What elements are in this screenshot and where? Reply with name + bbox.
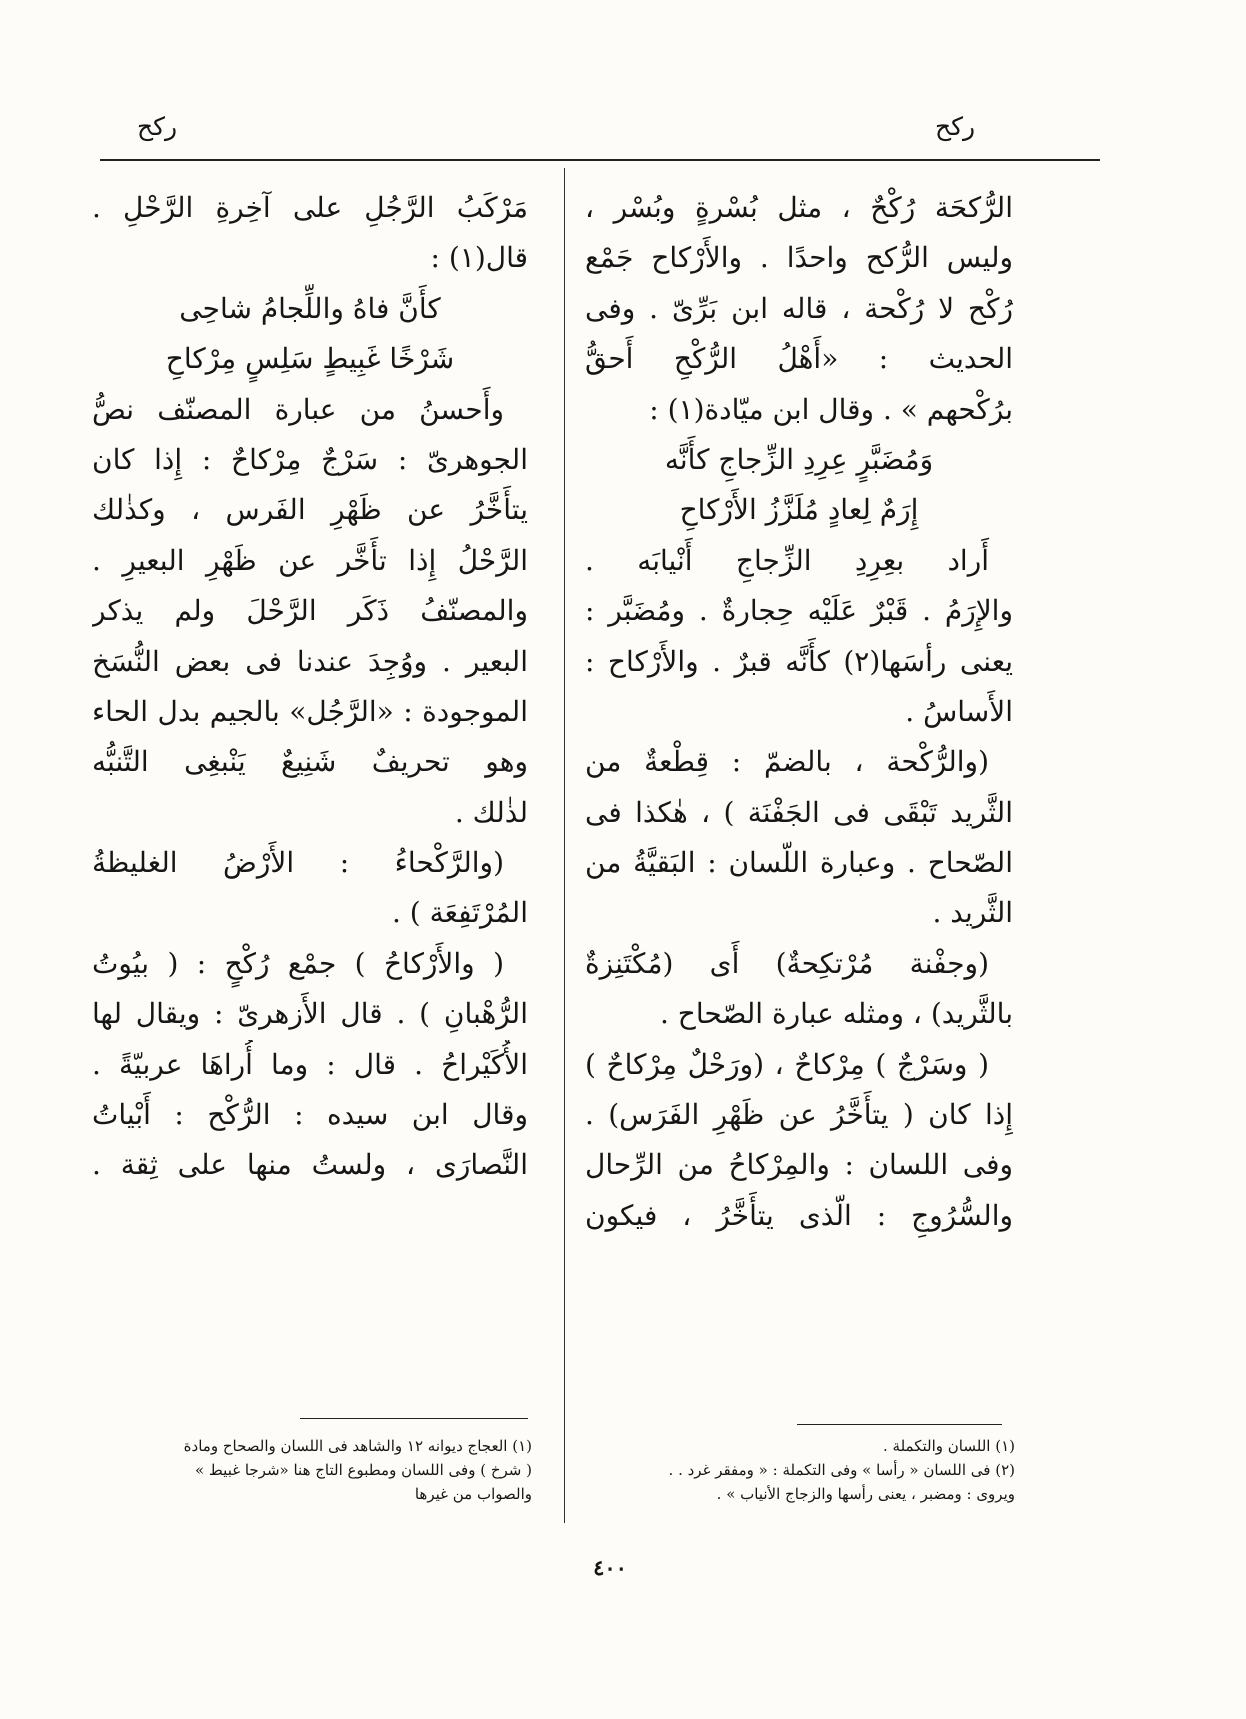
text-line: رُكْح لا رُكْحة ، قاله ابن بَرِّىّ . وفى <box>585 291 1013 325</box>
page-number: ٤٠٠ <box>593 1555 627 1580</box>
right-column <box>585 183 1013 1241</box>
footnotes-right <box>585 1434 1015 1506</box>
text-line: وأَحسنُ من عبارة المصنّف نصُّ <box>92 392 504 426</box>
text-line: قال(١) : <box>430 241 528 275</box>
text-line: (وجفْنة مُرْتكِحةٌ) أَى (مُكْتَنِزةٌ <box>585 946 989 980</box>
text-line: الصّحاح . وعبارة اللّسان : البَقيَّةُ من <box>585 846 1013 880</box>
text-line: البعير . ووُجِدَ عندنا فى بعض النُّسَخ <box>92 644 528 678</box>
footnote-line: (١) اللسان والتكملة . <box>883 1437 1015 1455</box>
text-line: ( وسَرْجٌ ) مِرْكاحٌ ، (ورَحْلٌ مِرْكاحٌ ) <box>585 1047 989 1081</box>
text-line: الأُكَيْراحُ . قال : وما أُراهَا عربيّةً . <box>92 1047 528 1081</box>
footnote-line: والصواب من غيرها <box>414 1485 532 1503</box>
text-line: والإِرَمُ . قَبْرٌ عَلَيْه حِجارةٌ . ومُضَبَّر : <box>585 594 1013 628</box>
text-line: الرَّحْلُ إِذا تأَخَّر عن ظَهْرِ البعيرِ . <box>92 543 528 577</box>
footnote-line: (٢) فى اللسان « رأسا » وفى التكملة : « ومفقر غرد . . <box>668 1461 1015 1479</box>
text-line: وهو تحريفٌ شَنِيعٌ يَنْبغِى التَّنبُّه <box>92 745 528 779</box>
verse-line: وَمُضَبَّرٍ عِرِدِ الزِّجاجِ كأَنَّه <box>664 442 934 476</box>
verse-line: شَرْخًا غَبِيطٍ سَلِسٍ مِرْكاحِ <box>165 342 455 376</box>
text-line: يتأَخَّرُ عن ظَهْرِ الفَرس ، وكذٰلك <box>92 493 528 527</box>
text-line: الأَساسُ . <box>905 694 1013 728</box>
text-line: المُرْتَفِعَة ) . <box>391 896 528 930</box>
text-line: (والرُّكْحة ، بالضمّ : قِطْعةٌ من <box>585 745 989 779</box>
text-line: أَراد بعِرِدِ الزِّجاجِ أَنْيابَه . <box>585 543 989 577</box>
footnote-line: (١) العجاج ديوانه ١٢ والشاهد فى اللسان والصحاح ومادة <box>183 1437 532 1455</box>
text-line: وفى اللسان : والمِرْكاحُ من الرِّحال <box>585 1148 1013 1182</box>
text-line: الثَّريد تَبْقَى فى الجَفْنَة ) ، هٰكذا فى <box>585 795 1013 829</box>
footnote-line: ويروى : ومضبر ، يعنى رأسها والزجاج الأنياب » . <box>716 1485 1015 1503</box>
text-line: مَرْكَبُ الرَّجُلِ على آخِرةِ الرَّحْلِ . <box>92 191 528 224</box>
footnotes-left <box>92 1434 532 1506</box>
text-line: الجوهرىّ : سَرْجٌ مِرْكاحٌ : إِذا كان <box>92 442 528 476</box>
footnote-line: ( شرخ ) وفى اللسان ومطبوع التاج هنا «شرجا غبيط » <box>194 1461 532 1479</box>
text-line: والمصنّفُ ذَكَر الرَّحْلَ ولم يذكر <box>92 594 528 628</box>
left-column <box>92 183 528 1191</box>
text-line: لذٰلك . <box>454 795 528 829</box>
text-line: وليس الرُّكح واحدًا . والأَرْكاح جَمْع <box>585 241 1013 275</box>
verse-line: إِرَمٌ لِعادٍ مُلَزَّزُ الأَرْكاحِ <box>679 493 919 527</box>
text-line: وقال ابن سيده : الرُّكْح : أَبْياتُ <box>92 1098 528 1132</box>
text-line: الثَّريد . <box>932 896 1013 930</box>
text-line: ( والأَرْكاحُ ) جمْع رُكْحٍ : ( بيُوتُ <box>92 946 504 980</box>
text-line: بالثَّريد) ، ومثله عبارة الصّحاح . <box>659 997 1013 1031</box>
text-line: الموجودة : «الرَّجُل» بالجيم بدل الحاء <box>92 694 528 728</box>
footnote-rule-right <box>797 1424 1002 1425</box>
text-line: (والرَّكْحاءُ : الأَرْضُ الغليظةُ <box>92 846 504 880</box>
text-line: برُكْحهم » . وقال ابن ميّادة(١) : <box>649 392 1013 426</box>
text-line: إِذا كان ( يتأَخَّرُ عن ظَهْرِ الفَرَس) . <box>585 1098 1013 1132</box>
verse-line: كأَنَّ فاهُ واللِّجامُ شاحِى <box>179 291 441 325</box>
running-head-right: ركح <box>935 112 976 141</box>
text-line: والسُّرُوجِ : الّذى يتأَخَّرُ ، فيكون <box>585 1198 1013 1232</box>
text-line: الرُّهْبانِ ) . قال الأَزهرىّ : ويقال لها <box>92 997 528 1031</box>
text-line: يعنى رأسَها(٢) كأَنَّه قبرٌ . والأَرْكاح : <box>585 644 1013 678</box>
running-head-left: ركح <box>137 112 178 141</box>
text-line: النَّصارَى ، ولستُ منها على ثِقة . <box>92 1148 528 1182</box>
header-rule <box>100 159 1100 161</box>
text-line: الرُّكحَة رُكْحٌ ، مثل بُسْرةٍ وبُسْر ، <box>585 191 1013 224</box>
column-separator <box>564 168 565 1523</box>
text-line: الحديث : «أَهْلُ الرُّكْحِ أَحقُّ <box>585 342 1013 376</box>
footnote-rule-left <box>300 1418 528 1419</box>
